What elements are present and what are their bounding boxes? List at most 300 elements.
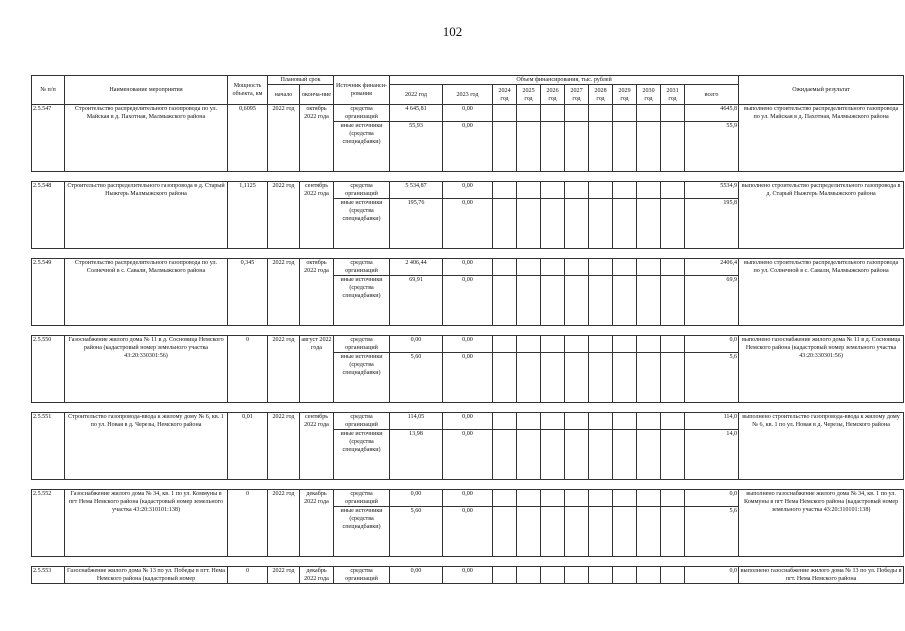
amount-empty (661, 199, 685, 249)
amount-empty (661, 567, 685, 584)
amount-2022: 195,76 (390, 199, 443, 249)
table-row (32, 490, 904, 507)
start-term: 2022 год (268, 259, 300, 326)
gap-cell (661, 326, 685, 336)
amount-empty (565, 490, 589, 507)
gap-cell (661, 172, 685, 182)
gap-cell (613, 172, 637, 182)
gap-cell (637, 326, 661, 336)
header-result: Ожидаемый результат (739, 76, 904, 105)
gap-cell (541, 172, 565, 182)
gap-cell (541, 326, 565, 336)
expected-result: выполнено газоснабжение жилого дома № 11 в д. Сосновица Немского района (кадастровый номер земельного участка 43:20:330301:56) (739, 336, 904, 403)
gap-cell (443, 403, 493, 413)
amount-empty (541, 105, 565, 122)
gap-cell (517, 172, 541, 182)
table-row (32, 105, 904, 122)
end-term: сентябрь 2022 года (300, 182, 334, 249)
amount-2022: 55,93 (390, 122, 443, 172)
gap-cell (228, 557, 268, 567)
amount-2022: 114,05 (390, 413, 443, 430)
amount-2023: 0,00 (443, 336, 493, 353)
amount-empty (565, 336, 589, 353)
amount-total: 5534,9 (685, 182, 739, 199)
gap-cell (685, 403, 739, 413)
gap-cell (661, 249, 685, 259)
row-number: 2.5.548 (32, 182, 65, 249)
gap-cell (268, 480, 300, 490)
amount-2022: 4 645,81 (390, 105, 443, 122)
gap-cell (565, 249, 589, 259)
amount-2022: 13,98 (390, 430, 443, 480)
header-year: 2025 год (517, 85, 541, 105)
header-num: № п/п (32, 76, 65, 105)
amount-empty (565, 413, 589, 430)
amount-2022: 2 406,44 (390, 259, 443, 276)
amount-empty (637, 567, 661, 584)
gap-cell (739, 480, 904, 490)
end-term: сентябрь 2022 года (300, 413, 334, 480)
row-gap (32, 480, 904, 490)
amount-2022: 0,00 (390, 490, 443, 507)
gap-cell (541, 249, 565, 259)
gap-cell (739, 249, 904, 259)
gap-cell (637, 249, 661, 259)
gap-cell (65, 249, 228, 259)
amount-empty (637, 336, 661, 353)
gap-cell (32, 249, 65, 259)
gap-cell (685, 172, 739, 182)
amount-empty (661, 259, 685, 276)
gap-cell (268, 403, 300, 413)
expected-result: выполнено газоснабжение жилого дома № 34, кв. 1 по ул. Коммуны в пгт Нема Немского района (кадастровый номер земельного участка 43:20:310101:138) (739, 490, 904, 557)
gap-cell (517, 480, 541, 490)
gap-cell (613, 249, 637, 259)
funding-source: средства организаций (334, 105, 390, 122)
amount-empty (613, 507, 637, 557)
amount-empty (637, 490, 661, 507)
amount-empty (565, 276, 589, 326)
gap-cell (493, 557, 517, 567)
amount-empty (637, 276, 661, 326)
amount-empty (565, 182, 589, 199)
gap-cell (334, 557, 390, 567)
gap-cell (390, 403, 443, 413)
amount-empty (565, 507, 589, 557)
gap-cell (493, 249, 517, 259)
gap-cell (32, 557, 65, 567)
gap-cell (739, 557, 904, 567)
amount-empty (661, 490, 685, 507)
capacity-value: 0 (228, 567, 268, 584)
gap-cell (300, 172, 334, 182)
funding-source: иные источники (средства спецнадбавки) (334, 507, 390, 557)
header-volume: Объем финансирования, тыс. рублей (390, 76, 739, 85)
amount-empty (517, 259, 541, 276)
gap-cell (65, 557, 228, 567)
gap-cell (493, 172, 517, 182)
amount-empty (517, 336, 541, 353)
funding-source: иные источники (средства спецнадбавки) (334, 122, 390, 172)
amount-empty (493, 199, 517, 249)
gap-cell (390, 480, 443, 490)
table-row (32, 413, 904, 430)
expected-result: выполнено строительство газопровода-ввода к жилому дому № 6, кв. 1 по ул. Новая в д. Черезы, Немского района (739, 413, 904, 480)
amount-empty (613, 413, 637, 430)
amount-2023: 0,00 (443, 259, 493, 276)
gap-cell (685, 480, 739, 490)
amount-empty (517, 430, 541, 480)
amount-2023: 0,00 (443, 507, 493, 557)
expected-result: выполнено строительство распределительного газопровода в д. Старый Ныжгерь Малмыжского района (739, 182, 904, 249)
amount-total: 0,0 (685, 490, 739, 507)
amount-empty (613, 105, 637, 122)
capacity-value: 0,345 (228, 259, 268, 326)
header-end: оконча-ние (300, 85, 334, 105)
gap-cell (589, 172, 613, 182)
amount-empty (589, 353, 613, 403)
funding-source: средства организаций (334, 336, 390, 353)
funding-source: средства организаций (334, 490, 390, 507)
amount-empty (493, 105, 517, 122)
gap-cell (300, 403, 334, 413)
gap-cell (228, 480, 268, 490)
amount-empty (541, 276, 565, 326)
amount-empty (541, 122, 565, 172)
gap-cell (334, 326, 390, 336)
expected-result: выполнено газоснабжение жилого дома № 13 по ул. Победы в пгт. Нема Немского района (739, 567, 904, 584)
row-gap (32, 249, 904, 259)
gap-cell (565, 557, 589, 567)
gap-cell (565, 172, 589, 182)
amount-empty (589, 182, 613, 199)
gap-cell (739, 172, 904, 182)
amount-total: 0,0 (685, 567, 739, 584)
gap-cell (493, 403, 517, 413)
amount-empty (589, 430, 613, 480)
amount-empty (613, 122, 637, 172)
gap-cell (661, 480, 685, 490)
capacity-value: 0 (228, 490, 268, 557)
amount-total: 5,6 (685, 507, 739, 557)
gap-cell (661, 557, 685, 567)
gap-cell (268, 249, 300, 259)
amount-empty (541, 199, 565, 249)
measure-name: Строительство газопровода-ввода к жилому дому № 6, кв. 1 по ул. Новая в д. Черезы, Немского района (65, 413, 228, 480)
amount-empty (565, 122, 589, 172)
amount-empty (637, 507, 661, 557)
gap-cell (300, 480, 334, 490)
amount-empty (613, 567, 637, 584)
amount-empty (565, 353, 589, 403)
gap-cell (65, 403, 228, 413)
table-row (32, 182, 904, 199)
gap-cell (300, 249, 334, 259)
amount-empty (517, 182, 541, 199)
amount-2023: 0,00 (443, 413, 493, 430)
amount-empty (637, 430, 661, 480)
amount-empty (613, 490, 637, 507)
amount-empty (661, 336, 685, 353)
amount-empty (589, 490, 613, 507)
amount-empty (517, 507, 541, 557)
amount-empty (493, 276, 517, 326)
gap-cell (268, 326, 300, 336)
amount-empty (589, 413, 613, 430)
amount-empty (661, 122, 685, 172)
start-term: 2022 год (268, 413, 300, 480)
gap-cell (32, 326, 65, 336)
amount-empty (661, 182, 685, 199)
start-term: 2022 год (268, 182, 300, 249)
measure-name: Строительство распределительного газопровода по ул. Майская в д. Пахотная, Малмыжского района (65, 105, 228, 172)
gap-cell (390, 172, 443, 182)
amount-2023: 0,00 (443, 490, 493, 507)
gap-cell (589, 403, 613, 413)
page-number: 102 (442, 24, 463, 39)
gap-cell (637, 403, 661, 413)
amount-total: 55,9 (685, 122, 739, 172)
amount-2022: 0,00 (390, 336, 443, 353)
end-term: декабрь 2022 года (300, 567, 334, 584)
amount-2023: 0,00 (443, 276, 493, 326)
amount-empty (589, 122, 613, 172)
amount-empty (493, 490, 517, 507)
amount-empty (517, 199, 541, 249)
row-gap (32, 403, 904, 413)
amount-empty (493, 182, 517, 199)
amount-total: 0,0 (685, 336, 739, 353)
amount-empty (565, 259, 589, 276)
amount-empty (517, 353, 541, 403)
gap-cell (443, 480, 493, 490)
amount-empty (541, 259, 565, 276)
gap-cell (32, 403, 65, 413)
row-number: 2.5.550 (32, 336, 65, 403)
amount-total: 2406,4 (685, 259, 739, 276)
header-total: всего (685, 85, 739, 105)
amount-empty (493, 259, 517, 276)
gap-cell (589, 249, 613, 259)
row-gap (32, 326, 904, 336)
amount-empty (541, 430, 565, 480)
amount-empty (661, 105, 685, 122)
amount-empty (613, 430, 637, 480)
amount-empty (565, 567, 589, 584)
row-gap (32, 172, 904, 182)
start-term: 2022 год (268, 105, 300, 172)
amount-2023: 0,00 (443, 199, 493, 249)
row-number: 2.5.549 (32, 259, 65, 326)
amount-empty (589, 507, 613, 557)
gap-cell (228, 172, 268, 182)
gap-cell (637, 172, 661, 182)
funding-source: иные источники (средства спецнадбавки) (334, 430, 390, 480)
amount-empty (637, 259, 661, 276)
gap-cell (334, 172, 390, 182)
funding-source: средства организаций (334, 567, 390, 584)
amount-empty (589, 336, 613, 353)
amount-2023: 0,00 (443, 182, 493, 199)
gap-cell (613, 480, 637, 490)
amount-total: 4645,8 (685, 105, 739, 122)
amount-empty (637, 122, 661, 172)
amount-empty (637, 199, 661, 249)
amount-empty (589, 199, 613, 249)
capacity-value: 0 (228, 336, 268, 403)
capacity-value: 0,6095 (228, 105, 268, 172)
gap-cell (32, 172, 65, 182)
table-row (32, 336, 904, 353)
gap-cell (65, 172, 228, 182)
amount-empty (517, 413, 541, 430)
gap-cell (589, 480, 613, 490)
expected-result: выполнено строительство распределительного газопровода по ул. Солнечной в с. Савали, Малмыжского района (739, 259, 904, 326)
gap-cell (685, 557, 739, 567)
amount-2022: 69,91 (390, 276, 443, 326)
gap-cell (637, 480, 661, 490)
gap-cell (493, 326, 517, 336)
header-year: 2022 год (390, 85, 443, 105)
amount-2023: 0,00 (443, 105, 493, 122)
gap-cell (65, 326, 228, 336)
amount-empty (589, 259, 613, 276)
gap-cell (637, 557, 661, 567)
row-number: 2.5.552 (32, 490, 65, 557)
header-year: 2026 год (541, 85, 565, 105)
gap-cell (334, 403, 390, 413)
amount-empty (541, 182, 565, 199)
amount-empty (493, 353, 517, 403)
capacity-value: 0,01 (228, 413, 268, 480)
gap-cell (541, 403, 565, 413)
header-capacity: Мощность объекта, км (228, 76, 268, 105)
gap-cell (565, 480, 589, 490)
amount-empty (613, 182, 637, 199)
gap-cell (228, 326, 268, 336)
amount-2023: 0,00 (443, 567, 493, 584)
amount-empty (541, 490, 565, 507)
end-term: октябрь 2022 года (300, 105, 334, 172)
end-term: август 2022 года (300, 336, 334, 403)
amount-2023: 0,00 (443, 353, 493, 403)
funding-source: иные источники (средства спецнадбавки) (334, 199, 390, 249)
amount-empty (589, 105, 613, 122)
funding-source: средства организаций (334, 413, 390, 430)
gap-cell (613, 403, 637, 413)
gap-cell (613, 557, 637, 567)
gap-cell (443, 557, 493, 567)
amount-empty (637, 105, 661, 122)
amount-empty (661, 353, 685, 403)
row-number: 2.5.553 (32, 567, 65, 584)
funding-source: иные источники (средства спецнадбавки) (334, 276, 390, 326)
amount-empty (661, 413, 685, 430)
amount-empty (517, 490, 541, 507)
gap-cell (65, 480, 228, 490)
amount-empty (613, 259, 637, 276)
capacity-value: 1,1125 (228, 182, 268, 249)
amount-empty (541, 353, 565, 403)
header-year: 2024 год (493, 85, 517, 105)
amount-empty (661, 507, 685, 557)
measure-name: Газоснабжение жилого дома № 13 по ул. Победы в пгт. Нема Немского района (кадастровый номер (65, 567, 228, 584)
table-body (32, 105, 904, 584)
amount-empty (517, 122, 541, 172)
amount-empty (493, 507, 517, 557)
gap-cell (300, 326, 334, 336)
amount-empty (637, 413, 661, 430)
gap-cell (443, 172, 493, 182)
header-year: 2027 год (565, 85, 589, 105)
amount-2022: 5,60 (390, 507, 443, 557)
amount-empty (613, 353, 637, 403)
header-year: 2023 год (443, 85, 493, 105)
measure-name: Газоснабжение жилого дома № 34, кв. 1 по ул. Коммуны в пгт Нема Немского района (кадастровый номер земельного участка 43:20:310101:138) (65, 490, 228, 557)
measure-name: Строительство распределительного газопровода в д. Старый Ныжгерь Малмыжского района (65, 182, 228, 249)
amount-empty (517, 105, 541, 122)
amount-empty (565, 105, 589, 122)
amount-empty (589, 567, 613, 584)
gap-cell (443, 326, 493, 336)
gap-cell (685, 326, 739, 336)
gap-cell (517, 249, 541, 259)
gap-cell (228, 249, 268, 259)
amount-empty (493, 430, 517, 480)
amount-2023: 0,00 (443, 430, 493, 480)
gap-cell (334, 480, 390, 490)
amount-empty (637, 353, 661, 403)
amount-total: 114,0 (685, 413, 739, 430)
amount-total: 69,9 (685, 276, 739, 326)
amount-empty (493, 122, 517, 172)
amount-empty (493, 567, 517, 584)
amount-empty (565, 199, 589, 249)
gap-cell (228, 403, 268, 413)
gap-cell (268, 557, 300, 567)
gap-cell (589, 557, 613, 567)
gap-cell (739, 326, 904, 336)
gap-cell (390, 557, 443, 567)
funding-source: средства организаций (334, 182, 390, 199)
gap-cell (517, 403, 541, 413)
header-year: 2030 год (637, 85, 661, 105)
gap-cell (268, 172, 300, 182)
amount-2022: 5 534,87 (390, 182, 443, 199)
amount-empty (613, 336, 637, 353)
row-gap (32, 557, 904, 567)
table-row (32, 259, 904, 276)
gap-cell (443, 249, 493, 259)
amount-empty (661, 430, 685, 480)
gap-cell (517, 326, 541, 336)
amount-empty (661, 276, 685, 326)
funding-source: средства организаций (334, 259, 390, 276)
gap-cell (390, 249, 443, 259)
header-year: 2029 год (613, 85, 637, 105)
gap-cell (493, 480, 517, 490)
gap-cell (613, 326, 637, 336)
amount-total: 14,0 (685, 430, 739, 480)
gap-cell (739, 403, 904, 413)
gap-cell (541, 557, 565, 567)
amount-2022: 5,60 (390, 353, 443, 403)
end-term: октябрь 2022 года (300, 259, 334, 326)
start-term: 2022 год (268, 567, 300, 584)
measure-name: Газоснабжение жилого дома № 11 в д. Сосновица Немского района (кадастровый номер земельного участка 43:20:330301:56) (65, 336, 228, 403)
amount-2023: 0,00 (443, 122, 493, 172)
amount-empty (541, 567, 565, 584)
